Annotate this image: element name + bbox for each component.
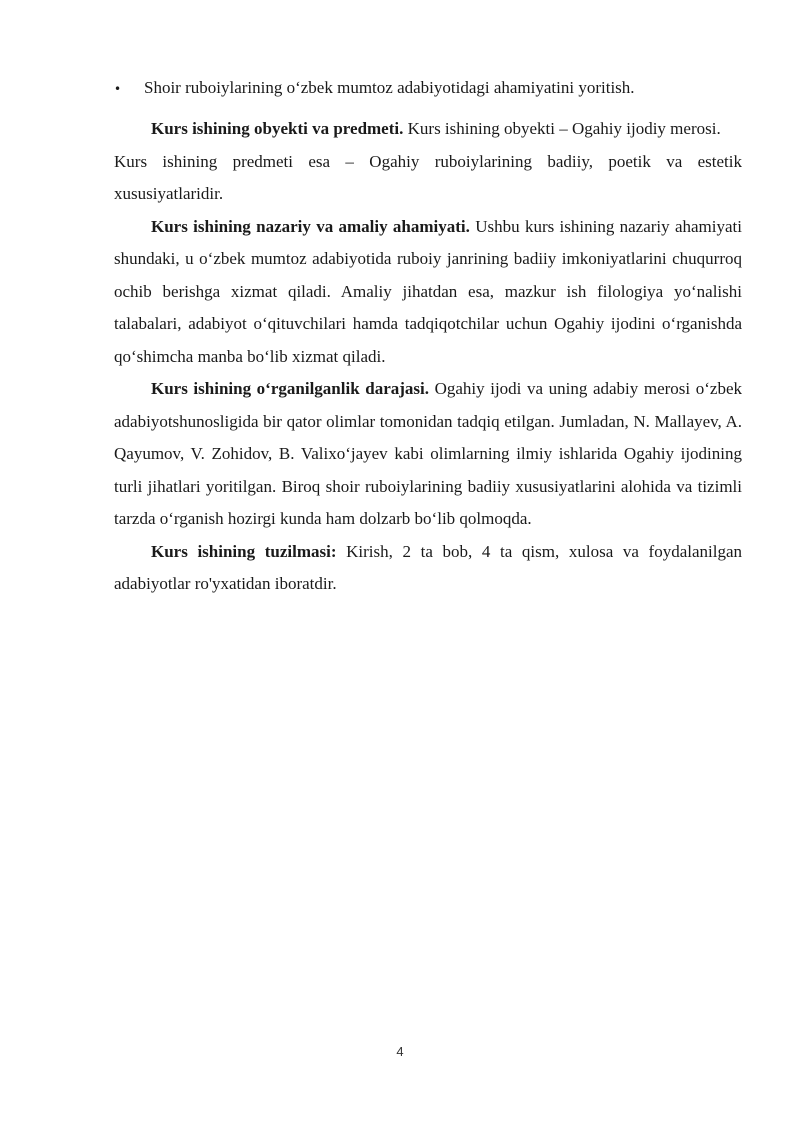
paragraph-text: Kurs ishining obyekti – Ogahiy ijodiy merosi. <box>403 119 721 138</box>
paragraph-subject <box>114 146 742 211</box>
paragraph-text: Ushbu kurs ishining nazariy ahamiyati shundaki, u o‘zbek mumtoz adabiyotida ruboiy janrining badiiy imkoniyatlarini chuqurroq ochib berishga xizmat qiladi. Amaliy jihatdan esa, mazkur ish filologiya yo‘nalishi talabalari, adabiyot o‘qituvchilari hamda tadqiqotchilar uchun Ogahiy ijodini o‘rganishda qo‘shimcha manba bo‘lib xizmat qiladi. <box>114 216 742 366</box>
bullet-icon: • <box>114 82 122 96</box>
paragraph-heading: Kurs ishining obyekti va predmeti. <box>151 119 404 138</box>
paragraph-object <box>114 113 742 146</box>
page-content <box>114 72 742 601</box>
paragraph-significance <box>114 211 742 374</box>
bullet-list-item <box>114 72 742 105</box>
paragraph-structure <box>114 536 742 601</box>
bullet-text: Shoir ruboiylarining o‘zbek mumtoz adabiyotidagi ahamiyatini yoritish. <box>144 78 635 97</box>
paragraph-heading: Kurs ishining nazariy va amaliy ahamiyati. <box>151 216 470 236</box>
paragraph-text: Ogahiy ijodi va uning adabiy merosi o‘zbek adabiyotshunosligida bir qator olimlar tomonidan tadqiq etilgan. Jumladan, N. Mallayev, A. Qayumov, V. Zohidov, B. Valixo‘jayev kabi olimlarning ilmiy ishlarida Ogahiy ijodining turli jihatlari yoritilgan. Biroq shoir ruboiylarining badiiy xususiyatlarini alohida va tizimli tarzda o‘rganish hozirgi kunda ham dolzarb bo‘lib qolmoqda. <box>114 379 742 528</box>
paragraph-text: Kirish, 2 ta bob, 4 ta qism, xulosa va foydalanilgan adabiyotlar ro'yxatidan iboratdir. <box>114 541 742 593</box>
paragraph-text: Kurs ishining predmeti esa – Ogahiy ruboiylarining badiiy, poetik va estetik xususiyatlaridir. <box>114 151 742 203</box>
paragraph-research-level <box>114 373 742 536</box>
page-number: 4 <box>396 1044 404 1059</box>
paragraph-heading: Kurs ishining o‘rganilganlik darajasi. <box>151 379 429 398</box>
paragraph-heading: Kurs ishining tuzilmasi: <box>151 541 337 561</box>
